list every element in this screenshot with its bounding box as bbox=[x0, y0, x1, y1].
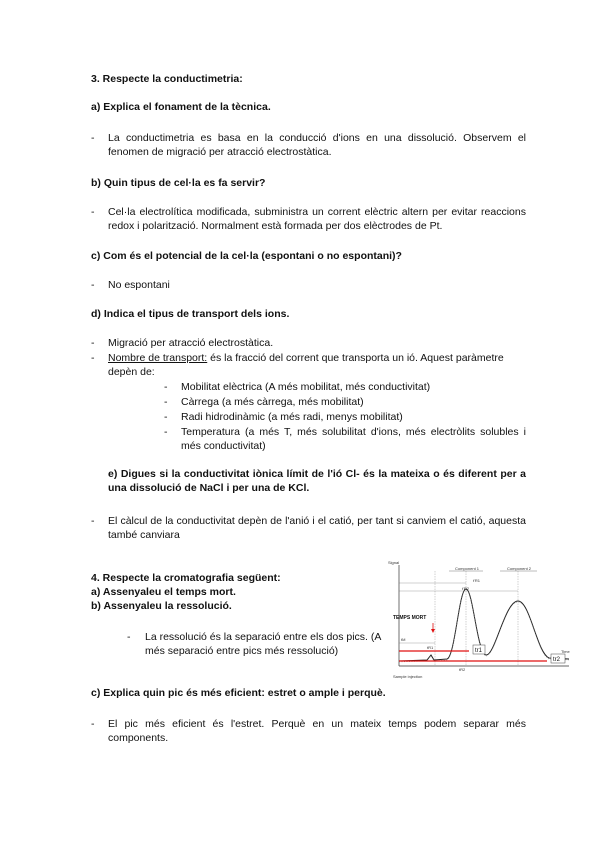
q3b-question: b) Quin tipus de cel·la es fa servir? bbox=[91, 177, 266, 189]
q4b-answer: La ressolució és la separació entre els dos pics. (A més separació entre pics més ressolució) bbox=[145, 631, 381, 657]
transport-number-def: és la fracció del corrent que transporta un ió. Aquest paràmetre bbox=[207, 352, 504, 364]
tr1-axis-label: tR1 bbox=[427, 645, 434, 650]
q3b-answer: Cel·la electrolítica modificada, subministra un corrent elèctric altern per evitar reaccions redox i polarització. Normalment està formada per dos elèctrodes de Pt. bbox=[108, 206, 526, 232]
tr2-label: tr2 bbox=[553, 657, 561, 663]
factor-temperature: Temperatura (a més T, més solubilitat d'ions, més electròlits solubles i més conductivitat) bbox=[181, 426, 526, 452]
bullet-dash: - bbox=[91, 132, 95, 144]
q3c-question: c) Com és el potencial de la cel·la (espontani o no espontani)? bbox=[91, 250, 402, 262]
q3d-answer-migration: Migració per atracció electrostàtica. bbox=[108, 337, 274, 349]
bullet-dash: - bbox=[91, 279, 95, 291]
q3d-answer-transport-cont: depèn de: bbox=[108, 366, 155, 378]
q3e-question: e) Digues si la conductivitat iònica límit de l'ió Cl- és la mateixa o és diferent per a una dissolució de NaCl i per una de KCl. bbox=[108, 468, 526, 494]
bullet-dash: - bbox=[127, 631, 131, 643]
dead-time-label: TEMPS MORT bbox=[393, 615, 427, 621]
tr2-axis-label: tR2 bbox=[459, 667, 466, 672]
tm-label: tM bbox=[401, 637, 406, 642]
q4-heading: 4. Respecte la cromatografia següent: bbox=[91, 572, 281, 584]
factor-radius: Radi hidrodinàmic (a més radi, menys mobilitat) bbox=[181, 411, 403, 423]
transport-number-term: Nombre de transport: bbox=[108, 352, 208, 364]
component-1-label: Component 1 bbox=[455, 566, 480, 571]
sample-injection-label: Sample injection bbox=[393, 674, 423, 679]
component-2-label: Component 2 bbox=[507, 566, 532, 571]
factor-mobility: Mobilitat elèctrica (A més mobilitat, més conductivitat) bbox=[181, 381, 431, 393]
x-axis-label: Time bbox=[561, 649, 570, 654]
y-axis-label: Signal bbox=[388, 560, 400, 565]
q4b-question: b) Assenyaleu la ressolució. bbox=[91, 600, 232, 612]
tr1-prime-label: t'R1 bbox=[473, 578, 480, 583]
q3e-answer: El càlcul de la conductivitat depèn de l'anió i el catió, per tant si canviem el catió, aquesta també canviara bbox=[108, 515, 526, 541]
bullet-dash: - bbox=[164, 411, 168, 423]
q3a-question: a) Explica el fonament de la tècnica. bbox=[91, 101, 271, 113]
q3-heading: 3. Respecte la conductimetria: bbox=[91, 73, 243, 85]
bullet-dash: - bbox=[164, 396, 168, 408]
chromatogram-figure bbox=[387, 557, 575, 681]
bullet-dash: - bbox=[91, 718, 95, 730]
q3a-answer: La conductimetria es basa en la conducció d'ions en una dissolució. Observem el fenomen de migració per atracció electrostàtica. bbox=[108, 132, 526, 158]
q4c-question: c) Explica quin pic és més eficient: estret o ample i perquè. bbox=[91, 687, 386, 699]
tr1-label: tr1 bbox=[475, 648, 483, 654]
bullet-dash: - bbox=[91, 337, 95, 349]
q3c-answer: No espontani bbox=[108, 279, 170, 291]
q3d-answer-transport bbox=[108, 351, 504, 365]
bullet-dash: - bbox=[164, 426, 168, 438]
tr2-prime-label: t'R2 bbox=[462, 586, 469, 591]
bullet-dash: - bbox=[91, 352, 95, 364]
bullet-dash: - bbox=[91, 515, 95, 527]
q4a-question: a) Assenyaleu el temps mort. bbox=[91, 586, 236, 598]
bullet-dash: - bbox=[91, 206, 95, 218]
q4c-answer: El pic més eficient és l'estret. Perquè en un mateix temps podem separar més components. bbox=[108, 718, 526, 744]
bullet-dash: - bbox=[164, 381, 168, 393]
dead-time-arrowhead bbox=[431, 629, 435, 633]
q3d-question: d) Indica el tipus de transport dels ions. bbox=[91, 308, 290, 320]
factor-charge: Càrrega (a més càrrega, més mobilitat) bbox=[181, 396, 364, 408]
